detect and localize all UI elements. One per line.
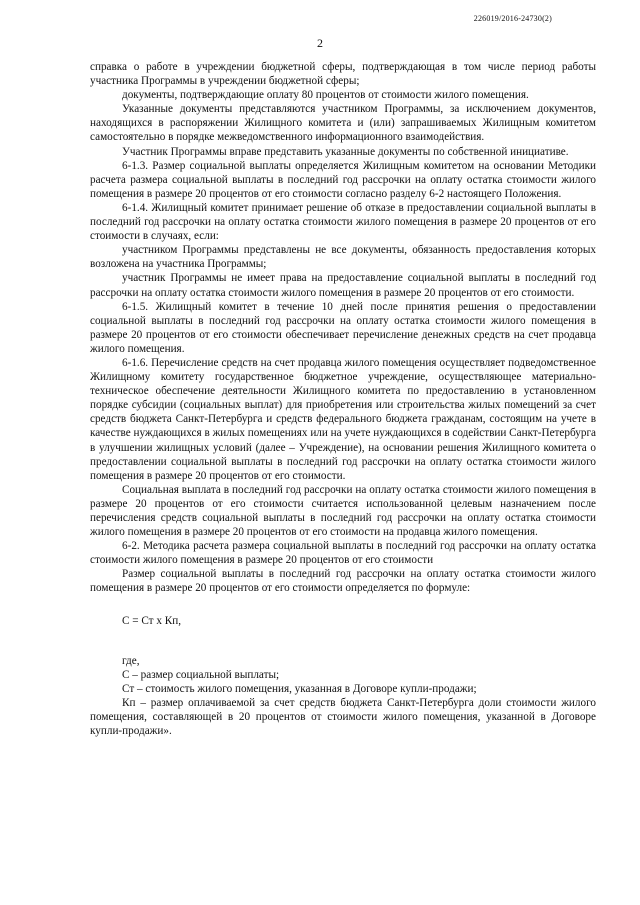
where-label: где, bbox=[122, 654, 140, 667]
paragraph: Участник Программы вправе представить указанные документы по собственной инициативе. bbox=[122, 145, 569, 158]
definition: С – размер социальной выплаты; bbox=[122, 668, 280, 681]
paragraph: справка о работе в учреждении бюджетной сферы, подтверждающая в том числе период работы участника Программы в учреждении бюджетной сферы; bbox=[90, 61, 596, 88]
page-number: 2 bbox=[317, 36, 323, 50]
paragraph: 6-1.4. Жилищный комитет принимает решение об отказе в предоставлении социальной выплаты в последний год рассрочки на оплату остатка стоимости жилого помещения в размере 20 процентов от его стоимости в случаях, если: bbox=[90, 201, 596, 243]
paragraph: Размер социальной выплаты в последний год рассрочки на оплату остатка стоимости жилого помещения в размере 20 процентов от его стоимости определяется по формуле: bbox=[90, 568, 596, 595]
paragraph: участником Программы представлены не все документы, обязанность предоставления которых возложена на участника Программы; bbox=[90, 244, 596, 271]
definition: Ст – стоимость жилого помещения, указанная в Договоре купли-продажи; bbox=[122, 682, 477, 695]
definition: Кп – размер оплачиваемой за счет средств бюджета Санкт-Петербурга доли стоимости жилого помещения, составляющей в 20 процентов от стоимости жилого помещения, указанной в Договоре купли-продажи». bbox=[90, 696, 596, 738]
section-heading: 6-2. Методика расчета размера социальной выплаты в последний год рассрочки на оплату остатка стоимости жилого помещения в размере 20 процентов от его стоимости bbox=[90, 540, 596, 567]
paragraph: документы, подтверждающие оплату 80 процентов от стоимости жилого помещения. bbox=[122, 89, 529, 102]
paragraph: участник Программы не имеет права на предоставление социальной выплаты в последний год рассрочки на оплату остатка стоимости жилого помещения в размере 20 процентов от его стоимости. bbox=[90, 272, 596, 299]
formula: С = Ст х Кп, bbox=[122, 614, 182, 627]
paragraph: 6-1.5. Жилищный комитет в течение 10 дней после принятия решения о предоставлении социальной выплаты в последний год рассрочки на оплату остатка стоимости жилого помещения в размере 20 процентов от его стоимости обеспечивает перечисление денежных средств на счет продавца жилого помещения. bbox=[90, 300, 596, 355]
paragraph: Социальная выплата в последний год рассрочки на оплату остатка стоимости жилого помещения в размере 20 процентов от его стоимости считается использованной целевым назначением после перечисления средств социальной выплаты в последний год рассрочки на оплату остатка стоимости жилого помещения в размере 20 процентов от его стоимости на продавца жилого помещения. bbox=[90, 483, 596, 539]
paragraph: Указанные документы представляются участником Программы, за исключением документов, находящихся в распоряжении Жилищного комитета и (или) запрашиваемых Жилищным комитетом самостоятельно в порядке межведомственного информационного взаимодействия. bbox=[90, 103, 596, 144]
paragraph: 6-1.6. Перечисление средств на счет продавца жилого помещения осуществляет подведомственное Жилищному комитету государственное бюджетное учреждение, осуществляющее материально-техническое обеспечение деятельности Жилищного комитета по предоставлению в установленном порядке субсидии (социальных выплат) для приобретения или строительства жилых помещений за счет средств бюджета Санкт-Петербурга и средств федерального бюджета гражданам, состоящим на учете в качестве нуждающихся в жилых помещениях или на учете нуждающихся в содействии Санкт-Петербурга в улучшении жилищных условий (далее – Учреждение), на основании решения Жилищного комитета о предоставлении социальной выплаты в последний год рассрочки на оплату остатка стоимости жилого помещения в размере 20 процентов от его стоимости. bbox=[90, 356, 596, 482]
document-body bbox=[90, 60, 596, 738]
paragraph: 6-1.3. Размер социальной выплаты определяется Жилищным комитетом на основании Методики расчета размера социальной выплаты в последний год рассрочки на оплату остатка стоимости жилого помещения в размере 20 процентов от его стоимости согласно разделу 6-2 настоящего Положения. bbox=[90, 159, 596, 200]
document-number: 226019/2016-24730(2) bbox=[473, 14, 552, 23]
